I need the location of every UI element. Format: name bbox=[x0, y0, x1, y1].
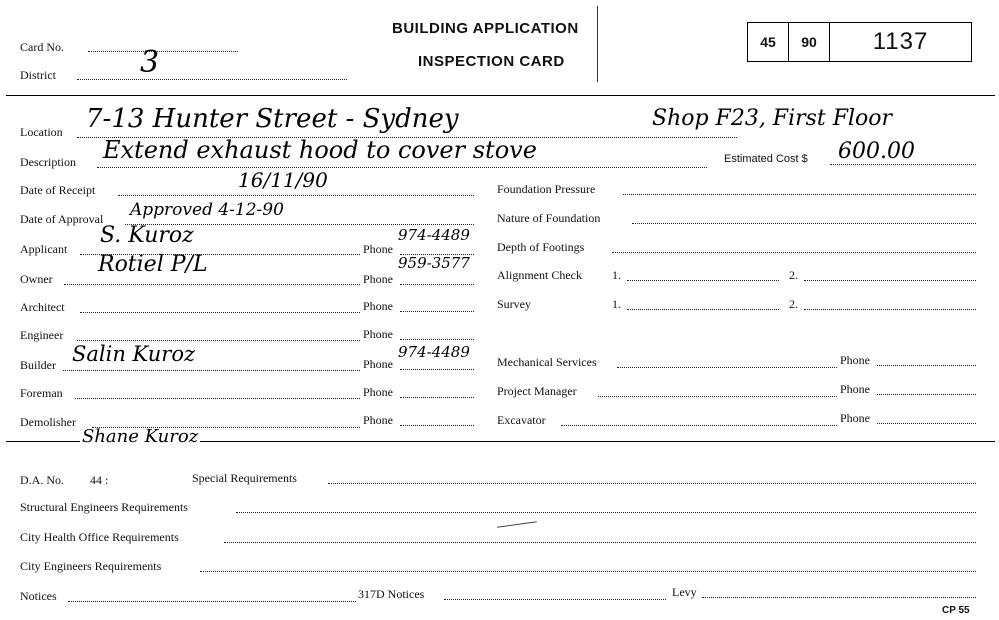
date-receipt-label: Date of Receipt bbox=[20, 183, 96, 197]
levy-line bbox=[702, 597, 976, 598]
applicant-value: S. Kuroz bbox=[100, 223, 194, 248]
builder-value: Salin Kuroz bbox=[72, 342, 196, 366]
form-code: CP 55 bbox=[942, 605, 970, 616]
engineer-line bbox=[77, 340, 360, 341]
engineer-label: Engineer bbox=[20, 328, 64, 342]
owner-value: Rotiel P/L bbox=[98, 252, 208, 277]
applicant-phone-label: Phone bbox=[363, 242, 393, 256]
alignment-check-num-1: 1. bbox=[612, 268, 621, 282]
description-line bbox=[97, 167, 707, 168]
city-engineers-label: City Engineers Requirements bbox=[20, 559, 162, 573]
project-manager-label: Project Manager bbox=[497, 384, 577, 398]
date-receipt-value: 16/11/90 bbox=[238, 168, 328, 192]
health-label: City Health Office Requirements bbox=[20, 530, 179, 544]
special-requirements-label: Special Requirements bbox=[192, 471, 297, 485]
district-line bbox=[77, 79, 347, 80]
builder-phone-line bbox=[400, 369, 474, 370]
card-number-box: 1137 bbox=[829, 22, 972, 62]
survey-num-2: 2. bbox=[789, 297, 798, 311]
engineer-phone-label: Phone bbox=[363, 327, 393, 341]
notices-317d-line bbox=[444, 599, 666, 600]
survey-line-1 bbox=[627, 309, 779, 310]
estimated-cost-line bbox=[830, 164, 976, 165]
location-label: Location bbox=[20, 125, 63, 139]
card-no-label: Card No. bbox=[20, 40, 64, 54]
levy-label: Levy bbox=[672, 585, 697, 599]
architect-line bbox=[80, 312, 360, 313]
alignment-check-num-2: 2. bbox=[789, 268, 798, 282]
mechanical-services-line bbox=[617, 367, 837, 368]
estimated-cost-value: 600.00 bbox=[838, 139, 915, 164]
date-approval-value: Approved 4-12-90 bbox=[130, 200, 284, 220]
owner-line bbox=[64, 284, 360, 285]
owner-phone-line bbox=[400, 284, 474, 285]
district-value: 3 bbox=[140, 45, 160, 80]
description-label: Description bbox=[20, 155, 76, 169]
owner-phone: 959-3577 bbox=[398, 254, 470, 272]
excavator-label: Excavator bbox=[497, 413, 546, 427]
owner-phone-label: Phone bbox=[363, 272, 393, 286]
city-engineers-line bbox=[200, 571, 976, 572]
notices-line bbox=[68, 601, 356, 602]
foreman-phone-line bbox=[400, 397, 474, 398]
card-title: BUILDING APPLICATION bbox=[392, 20, 579, 37]
header-rule bbox=[6, 95, 995, 96]
location-value: 7-13 Hunter Street - Sydney bbox=[86, 104, 459, 134]
pen-stroke bbox=[497, 521, 537, 528]
excavator-line bbox=[561, 425, 837, 426]
estimated-cost-label: Estimated Cost $ bbox=[724, 153, 808, 165]
notices-317d-label: 317D Notices bbox=[358, 587, 425, 601]
owner-label: Owner bbox=[20, 272, 53, 286]
excavator-phone-label: Phone bbox=[840, 411, 870, 425]
survey-label: Survey bbox=[497, 297, 531, 311]
architect-label: Architect bbox=[20, 300, 65, 314]
mechanical-phone-label: Phone bbox=[840, 353, 870, 367]
description-value: Extend exhaust hood to cover stove bbox=[103, 136, 537, 164]
architect-phone-label: Phone bbox=[363, 299, 393, 313]
district-label: District bbox=[20, 68, 56, 82]
alignment-check-line-1 bbox=[627, 280, 779, 281]
date-approval-label: Date of Approval bbox=[20, 212, 104, 226]
mechanical-services-label: Mechanical Services bbox=[497, 355, 597, 369]
alignment-check-line-2 bbox=[804, 280, 976, 281]
applicant-label: Applicant bbox=[20, 242, 68, 256]
structural-label: Structural Engineers Requirements bbox=[20, 500, 188, 514]
project-manager-phone-label: Phone bbox=[840, 382, 870, 396]
demolisher-label: Demolisher bbox=[20, 415, 76, 429]
foundation-pressure-line bbox=[623, 194, 976, 195]
code-box-1: 45 bbox=[747, 22, 789, 62]
demolisher-phone-line bbox=[400, 425, 474, 426]
alignment-check-label: Alignment Check bbox=[497, 268, 582, 282]
architect-phone-line bbox=[400, 311, 474, 312]
foreman-label: Foreman bbox=[20, 386, 63, 400]
card-no-line bbox=[88, 51, 238, 52]
demolisher-value: Shane Kuroz bbox=[82, 426, 199, 447]
builder-label: Builder bbox=[20, 358, 56, 372]
foreman-phone-label: Phone bbox=[363, 385, 393, 399]
date-receipt-line bbox=[118, 195, 474, 196]
card-subtitle: INSPECTION CARD bbox=[418, 53, 565, 70]
builder-phone-label: Phone bbox=[363, 357, 393, 371]
project-manager-phone-line bbox=[877, 394, 976, 395]
structural-line bbox=[236, 512, 976, 513]
depth-footings-line bbox=[612, 252, 976, 253]
builder-phone: 974-4489 bbox=[398, 343, 470, 361]
depth-footings-label: Depth of Footings bbox=[497, 240, 585, 254]
nature-foundation-label: Nature of Foundation bbox=[497, 211, 601, 225]
foundation-pressure-label: Foundation Pressure bbox=[497, 182, 596, 196]
da-no-label: D.A. No. bbox=[20, 473, 64, 487]
survey-line-2 bbox=[804, 309, 976, 310]
applicant-phone: 974-4489 bbox=[398, 226, 470, 244]
builder-line bbox=[63, 370, 360, 371]
health-line bbox=[224, 542, 976, 543]
code-box-2: 90 bbox=[788, 22, 830, 62]
foreman-line bbox=[75, 398, 360, 399]
excavator-phone-line bbox=[877, 423, 976, 424]
project-manager-line bbox=[598, 396, 837, 397]
fold-mark bbox=[597, 6, 598, 82]
special-requirements-line bbox=[328, 483, 976, 484]
location-extra: Shop F23, First Floor bbox=[652, 106, 893, 131]
mechanical-phone-line bbox=[877, 365, 976, 366]
survey-num-1: 1. bbox=[612, 297, 621, 311]
demolisher-phone-label: Phone bbox=[363, 413, 393, 427]
notices-label: Notices bbox=[20, 589, 57, 603]
nature-foundation-line bbox=[632, 223, 976, 224]
da-no-value: 44 : bbox=[90, 473, 109, 487]
engineer-phone-line bbox=[400, 339, 474, 340]
